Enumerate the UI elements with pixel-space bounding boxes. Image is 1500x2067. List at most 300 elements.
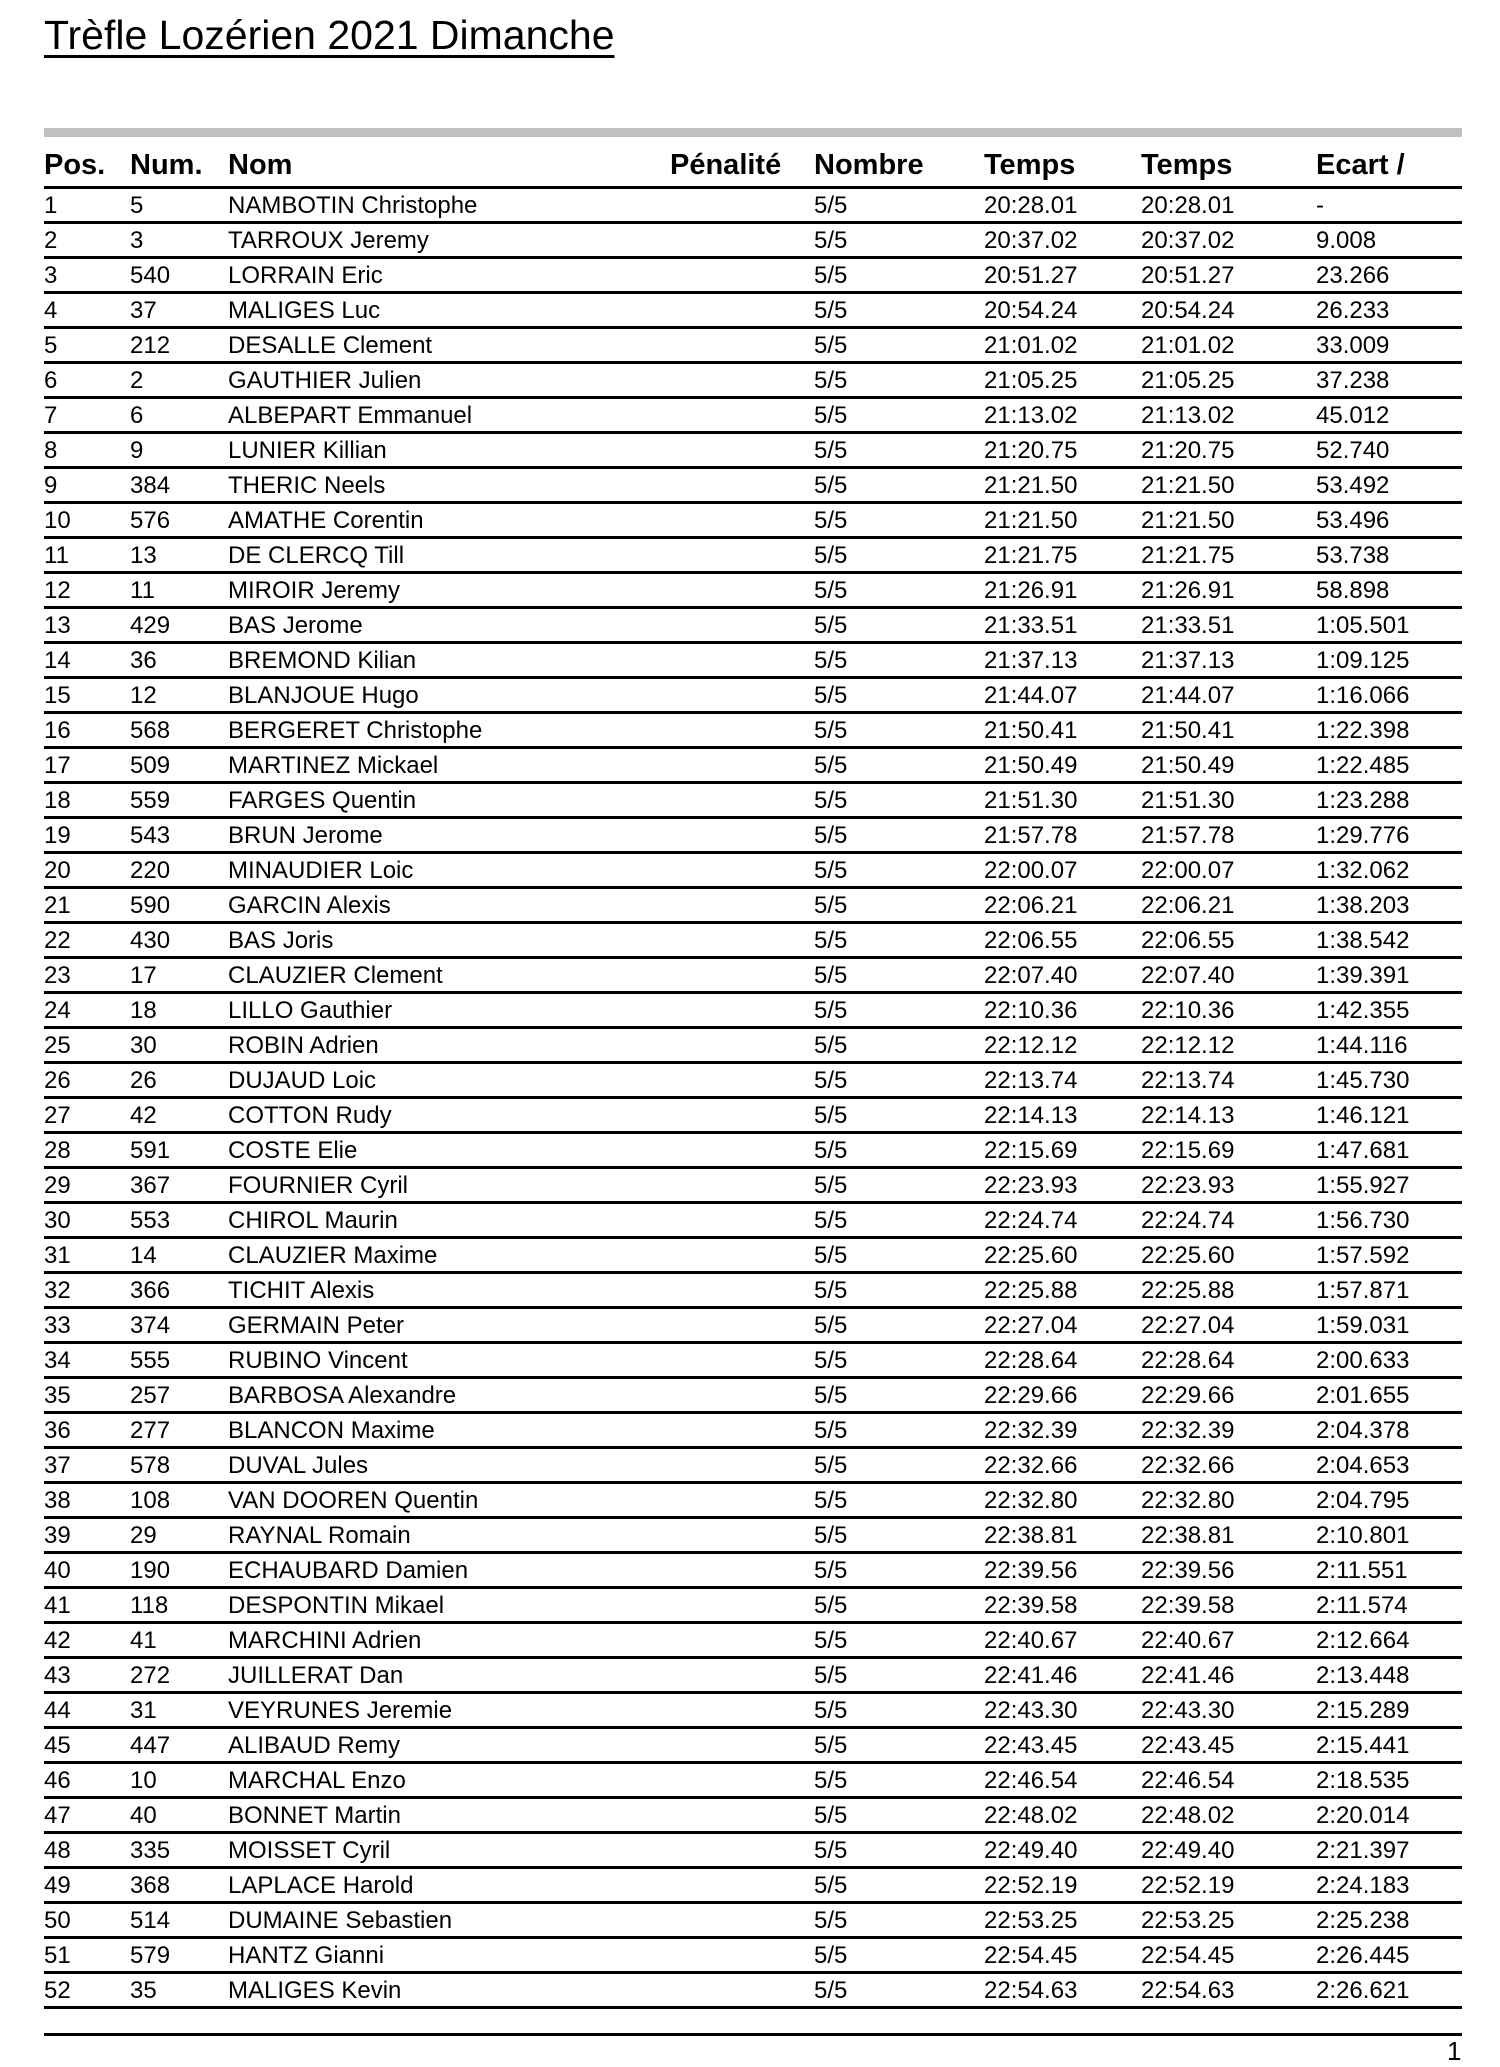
cell-num: 190 xyxy=(130,1557,171,1584)
cell-nombre: 5/5 xyxy=(814,1067,848,1094)
cell-temps-1: 21:20.75 xyxy=(984,437,1078,464)
cell-temps-1: 21:37.13 xyxy=(984,647,1078,674)
cell-num: 335 xyxy=(130,1837,171,1864)
cell-temps-2: 22:40.67 xyxy=(1141,1627,1235,1654)
cell-temps-1: 22:32.80 xyxy=(984,1487,1078,1514)
cell-temps-1: 21:51.30 xyxy=(984,787,1078,814)
cell-ecart: 37.238 xyxy=(1316,367,1390,394)
cell-nom: CHIROL Maurin xyxy=(228,1207,398,1234)
cell-temps-2: 22:32.66 xyxy=(1141,1452,1235,1479)
cell-ecart: 2:24.183 xyxy=(1316,1872,1410,1899)
cell-num: 29 xyxy=(130,1522,157,1549)
cell-temps-1: 22:40.67 xyxy=(984,1627,1078,1654)
cell-temps-2: 20:28.01 xyxy=(1141,192,1235,219)
table-row xyxy=(44,749,1462,784)
table-row xyxy=(44,889,1462,924)
cell-pos: 22 xyxy=(44,927,71,954)
cell-num: 5 xyxy=(130,192,144,219)
cell-num: 590 xyxy=(130,892,171,919)
cell-num: 10 xyxy=(130,1767,157,1794)
cell-num: 2 xyxy=(130,367,144,394)
cell-nombre: 5/5 xyxy=(814,1522,848,1549)
cell-ecart: 33.009 xyxy=(1316,332,1390,359)
table-row xyxy=(44,1519,1462,1554)
cell-temps-2: 21:44.07 xyxy=(1141,682,1235,709)
cell-temps-1: 20:54.24 xyxy=(984,297,1078,324)
cell-num: 543 xyxy=(130,822,171,849)
cell-nom: VEYRUNES Jeremie xyxy=(228,1697,453,1724)
cell-nom: NAMBOTIN Christophe xyxy=(228,192,478,219)
cell-temps-2: 21:57.78 xyxy=(1141,822,1235,849)
cell-ecart: - xyxy=(1316,192,1324,219)
header-nombre: Nombre xyxy=(814,149,924,181)
table-row xyxy=(44,224,1462,259)
cell-num: 277 xyxy=(130,1417,171,1444)
cell-pos: 30 xyxy=(44,1207,71,1234)
cell-temps-2: 22:54.63 xyxy=(1141,1977,1235,2004)
table-row xyxy=(44,294,1462,329)
cell-pos: 15 xyxy=(44,682,71,709)
cell-temps-2: 22:13.74 xyxy=(1141,1067,1235,1094)
cell-ecart: 2:11.551 xyxy=(1316,1557,1408,1584)
cell-temps-2: 22:54.45 xyxy=(1141,1942,1235,1969)
table-row xyxy=(44,1974,1462,2009)
cell-nom: JUILLERAT Dan xyxy=(228,1662,404,1689)
cell-ecart: 2:26.445 xyxy=(1316,1942,1410,1969)
cell-num: 576 xyxy=(130,507,171,534)
cell-num: 430 xyxy=(130,927,171,954)
cell-temps-1: 22:32.66 xyxy=(984,1452,1078,1479)
cell-temps-1: 22:15.69 xyxy=(984,1137,1078,1164)
cell-nom: LORRAIN Eric xyxy=(228,262,383,289)
table-row xyxy=(44,1834,1462,1869)
cell-nom: ECHAUBARD Damien xyxy=(228,1557,469,1584)
cell-temps-1: 22:23.93 xyxy=(984,1172,1078,1199)
cell-pos: 50 xyxy=(44,1907,71,1934)
table-row xyxy=(44,784,1462,819)
cell-nom: BAS Jerome xyxy=(228,612,363,639)
cell-pos: 10 xyxy=(44,507,71,534)
cell-nombre: 5/5 xyxy=(814,1137,848,1164)
cell-temps-1: 22:06.55 xyxy=(984,927,1078,954)
cell-ecart: 2:25.238 xyxy=(1316,1907,1410,1934)
header-divider-bar xyxy=(44,128,1462,137)
cell-ecart: 1:57.871 xyxy=(1316,1277,1410,1304)
cell-nombre: 5/5 xyxy=(814,787,848,814)
cell-nom: MALIGES Kevin xyxy=(228,1977,402,2004)
cell-nombre: 5/5 xyxy=(814,997,848,1024)
cell-temps-2: 22:27.04 xyxy=(1141,1312,1235,1339)
cell-nombre: 5/5 xyxy=(814,1452,848,1479)
cell-pos: 51 xyxy=(44,1942,71,1969)
cell-temps-1: 20:51.27 xyxy=(984,262,1078,289)
cell-nom: THERIC Neels xyxy=(228,472,386,499)
cell-temps-1: 21:13.02 xyxy=(984,402,1078,429)
cell-temps-1: 21:50.41 xyxy=(984,717,1078,744)
cell-temps-1: 22:12.12 xyxy=(984,1032,1078,1059)
cell-pos: 13 xyxy=(44,612,71,639)
cell-nombre: 5/5 xyxy=(814,1032,848,1059)
cell-nombre: 5/5 xyxy=(814,472,848,499)
cell-num: 368 xyxy=(130,1872,171,1899)
cell-nom: CLAUZIER Maxime xyxy=(228,1242,438,1269)
table-row xyxy=(44,1169,1462,1204)
cell-num: 42 xyxy=(130,1102,157,1129)
cell-ecart: 1:05.501 xyxy=(1316,612,1410,639)
table-row xyxy=(44,1134,1462,1169)
cell-num: 35 xyxy=(130,1977,157,2004)
table-row xyxy=(44,1659,1462,1694)
cell-nom: ALBEPART Emmanuel xyxy=(228,402,473,429)
cell-nombre: 5/5 xyxy=(814,577,848,604)
table-row xyxy=(44,1449,1462,1484)
cell-ecart: 1:39.391 xyxy=(1316,962,1410,989)
cell-pos: 2 xyxy=(44,227,58,254)
cell-ecart: 1:22.485 xyxy=(1316,752,1410,779)
cell-num: 36 xyxy=(130,647,157,674)
cell-ecart: 2:15.289 xyxy=(1316,1697,1410,1724)
cell-temps-2: 22:10.36 xyxy=(1141,997,1235,1024)
table-row xyxy=(44,644,1462,679)
cell-temps-2: 22:07.40 xyxy=(1141,962,1235,989)
cell-temps-2: 21:51.30 xyxy=(1141,787,1235,814)
cell-ecart: 2:11.574 xyxy=(1316,1592,1408,1619)
cell-nom: BARBOSA Alexandre xyxy=(228,1382,457,1409)
cell-temps-1: 21:44.07 xyxy=(984,682,1078,709)
cell-num: 26 xyxy=(130,1067,157,1094)
cell-temps-1: 22:52.19 xyxy=(984,1872,1078,1899)
cell-temps-2: 21:01.02 xyxy=(1141,332,1235,359)
cell-ecart: 1:56.730 xyxy=(1316,1207,1410,1234)
cell-temps-2: 21:33.51 xyxy=(1141,612,1235,639)
cell-pos: 18 xyxy=(44,787,71,814)
table-row xyxy=(44,1799,1462,1834)
table-row xyxy=(44,1344,1462,1379)
cell-pos: 40 xyxy=(44,1557,71,1584)
cell-nom: AMATHE Corentin xyxy=(228,507,424,534)
cell-ecart: 2:13.448 xyxy=(1316,1662,1410,1689)
cell-nombre: 5/5 xyxy=(814,647,848,674)
cell-nombre: 5/5 xyxy=(814,402,848,429)
table-row xyxy=(44,819,1462,854)
cell-pos: 17 xyxy=(44,752,71,779)
cell-nombre: 5/5 xyxy=(814,717,848,744)
cell-temps-1: 21:21.50 xyxy=(984,507,1078,534)
cell-pos: 39 xyxy=(44,1522,71,1549)
cell-nombre: 5/5 xyxy=(814,752,848,779)
cell-nombre: 5/5 xyxy=(814,962,848,989)
cell-temps-1: 22:14.13 xyxy=(984,1102,1078,1129)
cell-nombre: 5/5 xyxy=(814,1977,848,2004)
cell-pos: 8 xyxy=(44,437,58,464)
cell-nom: TICHIT Alexis xyxy=(228,1277,375,1304)
cell-temps-2: 21:05.25 xyxy=(1141,367,1235,394)
cell-ecart: 58.898 xyxy=(1316,577,1390,604)
cell-num: 579 xyxy=(130,1942,171,1969)
cell-num: 514 xyxy=(130,1907,171,1934)
cell-nom: DESALLE Clement xyxy=(228,332,433,359)
cell-ecart: 1:38.542 xyxy=(1316,927,1410,954)
cell-nom: FARGES Quentin xyxy=(228,787,417,814)
cell-nombre: 5/5 xyxy=(814,682,848,709)
table-row xyxy=(44,1694,1462,1729)
cell-nom: BRUN Jerome xyxy=(228,822,383,849)
cell-nombre: 5/5 xyxy=(814,1872,848,1899)
cell-ecart: 2:18.535 xyxy=(1316,1767,1410,1794)
cell-temps-2: 22:52.19 xyxy=(1141,1872,1235,1899)
cell-num: 108 xyxy=(130,1487,171,1514)
cell-nom: DE CLERCQ Till xyxy=(228,542,405,569)
table-row xyxy=(44,1309,1462,1344)
cell-temps-2: 22:43.45 xyxy=(1141,1732,1235,1759)
cell-pos: 49 xyxy=(44,1872,71,1899)
cell-nom: GAUTHIER Julien xyxy=(228,367,422,394)
cell-nombre: 5/5 xyxy=(814,367,848,394)
table-row xyxy=(44,1484,1462,1519)
cell-ecart: 1:23.288 xyxy=(1316,787,1410,814)
cell-nombre: 5/5 xyxy=(814,1312,848,1339)
cell-temps-2: 22:28.64 xyxy=(1141,1347,1235,1374)
cell-nombre: 5/5 xyxy=(814,507,848,534)
cell-num: 568 xyxy=(130,717,171,744)
cell-nom: VAN DOOREN Quentin xyxy=(228,1487,479,1514)
cell-num: 447 xyxy=(130,1732,171,1759)
cell-nom: LAPLACE Harold xyxy=(228,1872,414,1899)
cell-temps-2: 22:29.66 xyxy=(1141,1382,1235,1409)
cell-num: 367 xyxy=(130,1172,171,1199)
cell-pos: 45 xyxy=(44,1732,71,1759)
cell-pos: 31 xyxy=(44,1242,71,1269)
cell-nom: COSTE Elie xyxy=(228,1137,358,1164)
cell-ecart: 2:04.795 xyxy=(1316,1487,1410,1514)
header-penalite: Pénalité xyxy=(670,149,782,181)
cell-nom: BREMOND Kilian xyxy=(228,647,417,674)
cell-num: 14 xyxy=(130,1242,157,1269)
table-row xyxy=(44,1624,1462,1659)
cell-num: 9 xyxy=(130,437,144,464)
cell-ecart: 9.008 xyxy=(1316,227,1377,254)
cell-pos: 21 xyxy=(44,892,71,919)
cell-num: 37 xyxy=(130,297,157,324)
cell-nombre: 5/5 xyxy=(814,1942,848,1969)
cell-nombre: 5/5 xyxy=(814,1487,848,1514)
cell-temps-1: 22:25.88 xyxy=(984,1277,1078,1304)
cell-nombre: 5/5 xyxy=(814,1172,848,1199)
cell-temps-1: 22:54.63 xyxy=(984,1977,1078,2004)
cell-pos: 32 xyxy=(44,1277,71,1304)
table-row xyxy=(44,1239,1462,1274)
cell-temps-2: 22:15.69 xyxy=(1141,1137,1235,1164)
cell-ecart: 2:10.801 xyxy=(1316,1522,1410,1549)
cell-ecart: 53.738 xyxy=(1316,542,1390,569)
cell-num: 429 xyxy=(130,612,171,639)
cell-temps-1: 22:46.54 xyxy=(984,1767,1078,1794)
cell-pos: 6 xyxy=(44,367,58,394)
cell-pos: 26 xyxy=(44,1067,71,1094)
cell-temps-2: 22:06.21 xyxy=(1141,892,1235,919)
cell-temps-1: 22:29.66 xyxy=(984,1382,1078,1409)
cell-temps-1: 22:28.64 xyxy=(984,1347,1078,1374)
cell-nombre: 5/5 xyxy=(814,1837,848,1864)
cell-nom: ALIBAUD Remy xyxy=(228,1732,401,1759)
cell-nom: LUNIER Killian xyxy=(228,437,387,464)
table-row xyxy=(44,189,1462,224)
cell-num: 13 xyxy=(130,542,157,569)
cell-pos: 44 xyxy=(44,1697,71,1724)
cell-pos: 23 xyxy=(44,962,71,989)
page-title: Trèfle Lozérien 2021 Dimanche xyxy=(44,12,615,58)
table-row xyxy=(44,1099,1462,1134)
cell-temps-2: 22:14.13 xyxy=(1141,1102,1235,1129)
cell-pos: 4 xyxy=(44,297,58,324)
table-row xyxy=(44,434,1462,469)
cell-num: 559 xyxy=(130,787,171,814)
cell-temps-2: 22:25.88 xyxy=(1141,1277,1235,1304)
cell-num: 40 xyxy=(130,1802,157,1829)
header-pos: Pos. xyxy=(44,149,106,181)
cell-num: 18 xyxy=(130,997,157,1024)
cell-nombre: 5/5 xyxy=(814,1417,848,1444)
cell-nom: MINAUDIER Loic xyxy=(228,857,414,884)
cell-num: 17 xyxy=(130,962,157,989)
cell-temps-1: 22:43.45 xyxy=(984,1732,1078,1759)
cell-nombre: 5/5 xyxy=(814,262,848,289)
cell-pos: 48 xyxy=(44,1837,71,1864)
cell-nom: BAS Joris xyxy=(228,927,334,954)
cell-ecart: 2:26.621 xyxy=(1316,1977,1410,2004)
table-row xyxy=(44,1869,1462,1904)
table-row xyxy=(44,1029,1462,1064)
table-end-line xyxy=(44,2009,1462,2036)
cell-num: 118 xyxy=(130,1592,169,1619)
table-row xyxy=(44,1064,1462,1099)
cell-nom: DUVAL Jules xyxy=(228,1452,369,1479)
cell-temps-1: 22:39.58 xyxy=(984,1592,1078,1619)
cell-num: 509 xyxy=(130,752,171,779)
cell-nombre: 5/5 xyxy=(814,1802,848,1829)
cell-pos: 27 xyxy=(44,1102,71,1129)
cell-nom: MARCHAL Enzo xyxy=(228,1767,406,1794)
cell-temps-2: 22:32.80 xyxy=(1141,1487,1235,1514)
cell-pos: 14 xyxy=(44,647,71,674)
cell-ecart: 26.233 xyxy=(1316,297,1390,324)
page-number: 1 xyxy=(1447,2036,1462,2066)
cell-num: 31 xyxy=(130,1697,157,1724)
cell-temps-1: 21:05.25 xyxy=(984,367,1078,394)
cell-pos: 41 xyxy=(44,1592,71,1619)
cell-pos: 47 xyxy=(44,1802,71,1829)
cell-temps-1: 22:53.25 xyxy=(984,1907,1078,1934)
cell-nombre: 5/5 xyxy=(814,1907,848,1934)
cell-temps-2: 21:21.50 xyxy=(1141,472,1235,499)
cell-nom: ROBIN Adrien xyxy=(228,1032,379,1059)
cell-temps-1: 22:49.40 xyxy=(984,1837,1078,1864)
cell-nombre: 5/5 xyxy=(814,1592,848,1619)
cell-ecart: 1:29.776 xyxy=(1316,822,1410,849)
cell-num: 374 xyxy=(130,1312,171,1339)
cell-nombre: 5/5 xyxy=(814,192,848,219)
cell-temps-2: 21:26.91 xyxy=(1141,577,1235,604)
cell-ecart: 52.740 xyxy=(1316,437,1390,464)
cell-nombre: 5/5 xyxy=(814,1382,848,1409)
cell-nom: GARCIN Alexis xyxy=(228,892,391,919)
cell-temps-2: 22:32.39 xyxy=(1141,1417,1235,1444)
cell-num: 3 xyxy=(130,227,144,254)
cell-temps-2: 22:49.40 xyxy=(1141,1837,1235,1864)
cell-ecart: 1:59.031 xyxy=(1316,1312,1410,1339)
cell-nombre: 5/5 xyxy=(814,927,848,954)
cell-nom: BLANCON Maxime xyxy=(228,1417,435,1444)
cell-nom: BONNET Martin xyxy=(228,1802,401,1829)
cell-temps-2: 22:24.74 xyxy=(1141,1207,1235,1234)
cell-ecart: 2:00.633 xyxy=(1316,1347,1410,1374)
cell-ecart: 53.496 xyxy=(1316,507,1390,534)
cell-nom: BERGERET Christophe xyxy=(228,717,483,744)
cell-pos: 12 xyxy=(44,577,71,604)
cell-temps-2: 22:46.54 xyxy=(1141,1767,1235,1794)
cell-pos: 11 xyxy=(44,542,69,569)
cell-num: 578 xyxy=(130,1452,171,1479)
cell-nom: MALIGES Luc xyxy=(228,297,381,324)
cell-temps-1: 21:50.49 xyxy=(984,752,1078,779)
cell-temps-2: 21:21.50 xyxy=(1141,507,1235,534)
cell-pos: 33 xyxy=(44,1312,71,1339)
cell-nombre: 5/5 xyxy=(814,1277,848,1304)
cell-ecart: 2:04.653 xyxy=(1316,1452,1410,1479)
cell-temps-1: 22:32.39 xyxy=(984,1417,1078,1444)
cell-nombre: 5/5 xyxy=(814,227,848,254)
cell-nom: MARCHINI Adrien xyxy=(228,1627,422,1654)
table-row xyxy=(44,854,1462,889)
cell-num: 591 xyxy=(130,1137,171,1164)
table-row xyxy=(44,1274,1462,1309)
cell-nom: DUJAUD Loic xyxy=(228,1067,377,1094)
cell-nom: COTTON Rudy xyxy=(228,1102,392,1129)
cell-nombre: 5/5 xyxy=(814,1557,848,1584)
cell-ecart: 2:01.655 xyxy=(1316,1382,1410,1409)
cell-temps-2: 22:25.60 xyxy=(1141,1242,1235,1269)
cell-temps-1: 22:07.40 xyxy=(984,962,1078,989)
cell-pos: 9 xyxy=(44,472,58,499)
table-row xyxy=(44,959,1462,994)
table-row xyxy=(44,399,1462,434)
cell-nombre: 5/5 xyxy=(814,1662,848,1689)
cell-num: 384 xyxy=(130,472,171,499)
cell-nombre: 5/5 xyxy=(814,437,848,464)
cell-nom: DESPONTIN Mikael xyxy=(228,1592,445,1619)
cell-temps-1: 21:21.75 xyxy=(984,542,1078,569)
cell-nombre: 5/5 xyxy=(814,1732,848,1759)
cell-ecart: 45.012 xyxy=(1316,402,1390,429)
table-row xyxy=(44,364,1462,399)
cell-temps-2: 22:06.55 xyxy=(1141,927,1235,954)
cell-temps-1: 22:00.07 xyxy=(984,857,1078,884)
cell-ecart: 2:04.378 xyxy=(1316,1417,1410,1444)
table-row xyxy=(44,1554,1462,1589)
cell-num: 540 xyxy=(130,262,171,289)
cell-temps-1: 21:57.78 xyxy=(984,822,1078,849)
cell-nom: MARTINEZ Mickael xyxy=(228,752,439,779)
cell-nombre: 5/5 xyxy=(814,1697,848,1724)
cell-pos: 25 xyxy=(44,1032,71,1059)
cell-ecart: 1:57.592 xyxy=(1316,1242,1410,1269)
cell-ecart: 1:45.730 xyxy=(1316,1067,1410,1094)
cell-temps-1: 20:37.02 xyxy=(984,227,1078,254)
results-table xyxy=(44,144,1462,2036)
cell-nombre: 5/5 xyxy=(814,1627,848,1654)
cell-temps-2: 22:48.02 xyxy=(1141,1802,1235,1829)
cell-nom: MOISSET Cyril xyxy=(228,1837,391,1864)
